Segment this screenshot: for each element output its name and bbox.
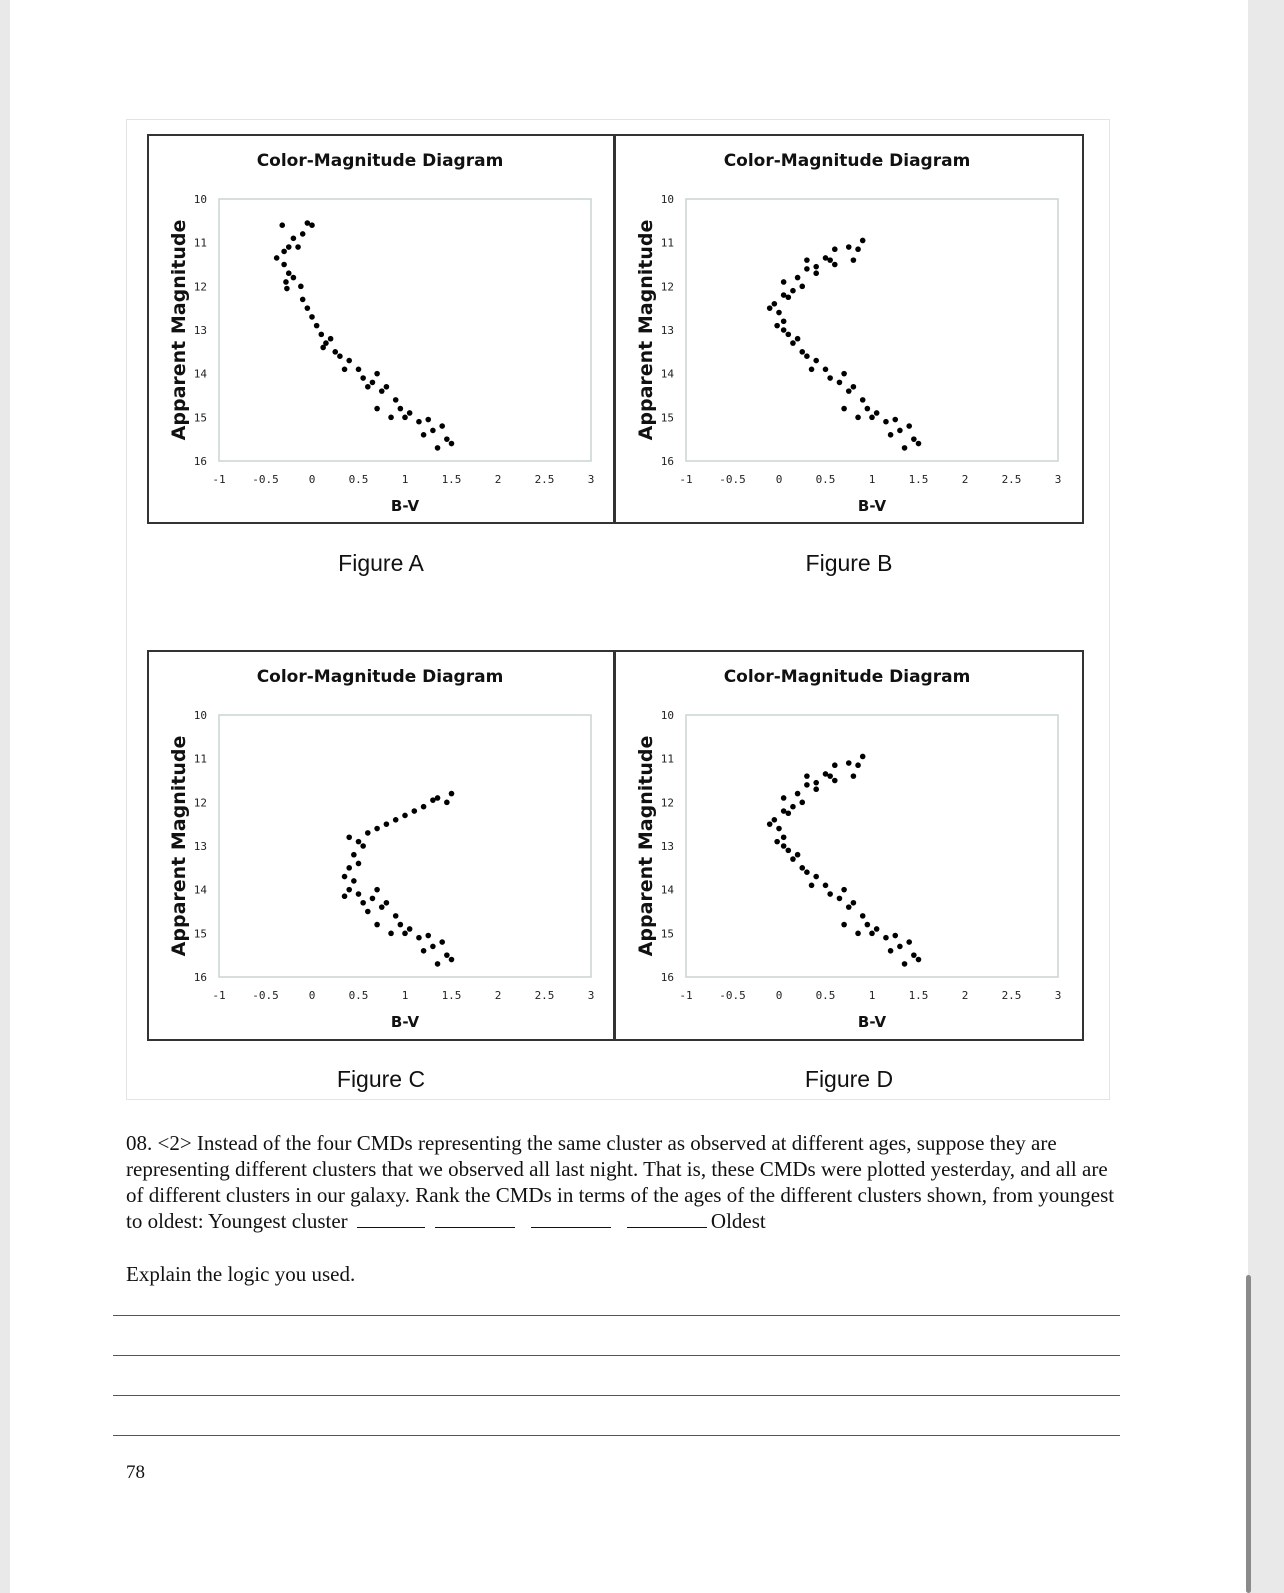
- data-point: [860, 754, 866, 760]
- data-point: [412, 808, 418, 814]
- y-tick-label: 14: [193, 883, 207, 897]
- data-point: [384, 900, 390, 906]
- data-point: [795, 852, 801, 858]
- x-tick-label: 1.5: [908, 989, 929, 1002]
- data-point: [379, 388, 385, 394]
- data-point: [813, 780, 819, 786]
- data-point: [804, 773, 810, 779]
- data-point: [402, 931, 408, 937]
- data-point: [869, 415, 875, 421]
- y-tick-label: 11: [193, 752, 207, 766]
- data-point: [813, 874, 819, 880]
- data-point: [827, 375, 833, 381]
- data-point: [855, 931, 861, 937]
- chart-svg: [616, 652, 1082, 1039]
- data-point: [799, 349, 805, 355]
- data-point: [841, 406, 847, 412]
- x-tick-label: -0.5: [719, 989, 746, 1002]
- y-axis-label: Apparent Magnitude: [635, 219, 657, 441]
- data-point: [846, 244, 852, 250]
- data-point: [421, 432, 427, 438]
- x-axis-label: B-V: [857, 497, 887, 515]
- x-tick-label: 1.5: [441, 989, 462, 1002]
- data-point: [772, 301, 778, 307]
- data-point: [356, 839, 362, 845]
- data-point: [832, 762, 838, 768]
- data-point: [281, 262, 287, 268]
- y-axis-label: Apparent Magnitude: [168, 735, 190, 957]
- data-point: [897, 944, 903, 950]
- x-axis-label: B-V: [857, 1013, 887, 1031]
- data-point: [421, 948, 427, 954]
- data-point: [342, 893, 348, 899]
- data-point: [435, 445, 441, 451]
- data-point: [799, 800, 805, 806]
- data-point: [781, 327, 787, 333]
- x-tick-label: 2.5: [1001, 473, 1022, 486]
- answer-line-3[interactable]: [113, 1395, 1120, 1396]
- y-axis-label: Apparent Magnitude: [635, 735, 657, 957]
- data-point: [795, 336, 801, 342]
- chart-title: Color-Magnitude Diagram: [723, 151, 971, 171]
- data-point: [827, 773, 833, 779]
- data-point: [279, 222, 285, 228]
- data-point: [804, 257, 810, 263]
- data-point: [342, 874, 348, 880]
- data-point: [388, 415, 394, 421]
- data-point: [804, 782, 810, 788]
- y-tick-label: 14: [193, 367, 207, 381]
- data-point: [374, 406, 380, 412]
- data-point: [809, 883, 815, 889]
- data-point: [337, 353, 343, 359]
- data-point: [832, 246, 838, 252]
- answer-line-2[interactable]: [113, 1355, 1120, 1356]
- cmd-chart-d: [614, 650, 1084, 1041]
- chart-svg: [616, 136, 1082, 522]
- data-point: [444, 800, 450, 806]
- data-point: [776, 826, 782, 832]
- data-point: [407, 410, 413, 416]
- data-point: [837, 380, 843, 386]
- data-point: [346, 358, 352, 364]
- data-point: [790, 804, 796, 810]
- data-point: [281, 249, 287, 255]
- data-point: [892, 933, 898, 939]
- data-point: [874, 926, 880, 932]
- y-tick-label: 10: [660, 193, 674, 206]
- data-point: [774, 323, 780, 329]
- data-point: [888, 948, 894, 954]
- x-tick-label: 0: [775, 989, 783, 1002]
- oldest-label: Oldest: [710, 1209, 766, 1233]
- y-tick-label: 10: [193, 193, 207, 206]
- data-point: [370, 380, 376, 386]
- question-text: 08. <2> Instead of the four CMDs representing the same cluster as observed at different ages, suppose they are representing different clusters that we observed all last night. That is, these CMDs were plotted yesterday, and all are of different clusters in our galaxy. Rank the CMDs in terms of the ages of the different clusters shown, from youngest to oldest: Youngest cluster: [126, 1131, 1115, 1233]
- x-tick-label: 2.5: [534, 473, 555, 486]
- data-point: [398, 406, 404, 412]
- data-point: [851, 384, 857, 390]
- data-point: [314, 323, 320, 329]
- x-tick-label: 0: [308, 989, 316, 1002]
- x-tick-label: -1: [679, 989, 693, 1002]
- x-axis-label: B-V: [390, 1013, 420, 1031]
- data-point: [384, 821, 390, 827]
- data-point: [781, 808, 787, 814]
- y-tick-label: 11: [660, 236, 674, 250]
- data-point: [284, 286, 290, 292]
- data-point: [795, 275, 801, 281]
- data-point: [776, 310, 782, 316]
- data-point: [309, 222, 315, 228]
- y-tick-label: 14: [660, 883, 674, 897]
- cmd-chart-c: [147, 650, 615, 1041]
- data-point: [300, 297, 306, 303]
- data-point: [370, 896, 376, 902]
- data-point: [883, 935, 889, 941]
- data-point: [781, 279, 787, 285]
- data-point: [374, 887, 380, 893]
- x-tick-label: 0.5: [815, 989, 836, 1002]
- data-point: [328, 336, 334, 342]
- rank-blank-4[interactable]: [627, 1209, 707, 1228]
- x-tick-label: 1: [401, 989, 409, 1002]
- data-point: [841, 922, 847, 928]
- data-point: [416, 935, 422, 941]
- y-tick-label: 16: [193, 971, 207, 984]
- data-point: [449, 441, 455, 447]
- data-point: [379, 904, 385, 910]
- data-point: [439, 423, 445, 429]
- data-point: [346, 834, 352, 840]
- y-tick-label: 13: [660, 840, 674, 853]
- data-point: [799, 284, 805, 290]
- chart-title: Color-Magnitude Diagram: [256, 151, 504, 171]
- data-point: [874, 410, 880, 416]
- data-point: [883, 419, 889, 425]
- x-tick-label: 0: [775, 473, 783, 486]
- data-point: [911, 436, 917, 442]
- data-point: [430, 797, 436, 803]
- data-point: [449, 791, 455, 797]
- data-point: [365, 830, 371, 836]
- data-point: [444, 952, 450, 958]
- data-point: [860, 397, 866, 403]
- y-tick-label: 12: [660, 796, 674, 810]
- data-point: [374, 371, 380, 377]
- question-08: [126, 1130, 1116, 1234]
- data-point: [837, 896, 843, 902]
- data-point: [305, 305, 311, 311]
- data-point: [374, 826, 380, 832]
- data-point: [342, 367, 348, 373]
- rank-blank-3[interactable]: [531, 1209, 611, 1228]
- data-point: [393, 817, 399, 823]
- answer-line-1[interactable]: [113, 1315, 1120, 1316]
- x-axis-label: B-V: [390, 497, 420, 515]
- data-point: [781, 795, 787, 801]
- data-point: [906, 423, 912, 429]
- data-point: [319, 332, 325, 338]
- x-tick-label: -0.5: [719, 473, 746, 486]
- data-point: [416, 419, 422, 425]
- x-tick-label: 1: [868, 473, 876, 486]
- data-point: [865, 922, 871, 928]
- data-point: [346, 865, 352, 871]
- data-point: [827, 891, 833, 897]
- data-point: [356, 861, 362, 867]
- y-tick-label: 15: [193, 927, 207, 941]
- data-point: [374, 922, 380, 928]
- chart-title: Color-Magnitude Diagram: [723, 667, 971, 687]
- x-tick-label: 3: [587, 989, 595, 1002]
- data-point: [398, 922, 404, 928]
- rank-blank-2[interactable]: [435, 1209, 515, 1228]
- x-tick-label: 2: [961, 989, 969, 1002]
- data-point: [425, 417, 431, 423]
- data-point: [902, 445, 908, 451]
- data-point: [360, 900, 366, 906]
- data-point: [865, 406, 871, 412]
- data-point: [283, 279, 289, 285]
- data-point: [286, 244, 292, 250]
- data-point: [439, 939, 445, 945]
- x-tick-label: 2.5: [1001, 989, 1022, 1002]
- y-tick-label: 12: [660, 280, 674, 294]
- data-point: [435, 961, 441, 967]
- data-point: [804, 266, 810, 272]
- data-point: [449, 957, 455, 963]
- data-point: [291, 275, 297, 281]
- data-point: [851, 900, 857, 906]
- figure-d-label: Figure D: [804, 1066, 894, 1092]
- cmd-chart-a: [147, 134, 615, 524]
- x-tick-label: -1: [212, 473, 226, 486]
- data-point: [855, 246, 861, 252]
- y-tick-label: 15: [193, 411, 207, 425]
- y-tick-label: 12: [193, 280, 207, 294]
- data-point: [286, 270, 292, 276]
- data-point: [813, 358, 819, 364]
- data-point: [444, 436, 450, 442]
- data-point: [430, 428, 436, 434]
- x-tick-label: 1.5: [441, 473, 462, 486]
- x-tick-label: -0.5: [252, 473, 279, 486]
- data-point: [781, 292, 787, 298]
- x-tick-label: 0.5: [815, 473, 836, 486]
- x-tick-label: -0.5: [252, 989, 279, 1002]
- y-tick-label: 13: [660, 324, 674, 337]
- data-point: [332, 349, 338, 355]
- data-point: [846, 388, 852, 394]
- data-point: [781, 843, 787, 849]
- data-point: [430, 944, 436, 950]
- data-point: [813, 264, 819, 270]
- data-point: [393, 913, 399, 919]
- x-tick-label: 3: [1054, 989, 1062, 1002]
- y-tick-label: 16: [193, 455, 207, 468]
- x-tick-label: 0.5: [348, 989, 369, 1002]
- y-tick-label: 13: [193, 840, 207, 853]
- data-point: [799, 865, 805, 871]
- data-point: [892, 417, 898, 423]
- data-point: [300, 231, 306, 237]
- chart-svg: [149, 652, 613, 1039]
- data-point: [809, 367, 815, 373]
- x-tick-label: 1: [868, 989, 876, 1002]
- data-point: [855, 415, 861, 421]
- x-tick-label: -1: [212, 989, 226, 1002]
- data-point: [407, 926, 413, 932]
- data-point: [365, 384, 371, 390]
- data-point: [916, 957, 922, 963]
- data-point: [790, 856, 796, 862]
- answer-line-4[interactable]: [113, 1435, 1120, 1436]
- data-point: [767, 305, 773, 311]
- x-tick-label: 0: [308, 473, 316, 486]
- data-point: [841, 887, 847, 893]
- data-point: [365, 909, 371, 915]
- data-point: [855, 762, 861, 768]
- figure-a-label: Figure A: [338, 550, 424, 576]
- y-tick-label: 12: [193, 796, 207, 810]
- data-point: [897, 428, 903, 434]
- data-point: [911, 952, 917, 958]
- data-point: [786, 848, 792, 854]
- data-point: [393, 397, 399, 403]
- data-point: [790, 340, 796, 346]
- data-point: [309, 314, 315, 320]
- data-point: [906, 939, 912, 945]
- data-point: [916, 441, 922, 447]
- x-tick-label: 1.5: [908, 473, 929, 486]
- data-point: [360, 843, 366, 849]
- data-point: [813, 786, 819, 792]
- plot-area: [219, 715, 591, 977]
- data-point: [823, 883, 829, 889]
- data-point: [320, 345, 326, 351]
- figure-c-label: Figure C: [336, 1066, 426, 1092]
- data-point: [804, 353, 810, 359]
- data-point: [902, 961, 908, 967]
- x-tick-label: 1: [401, 473, 409, 486]
- data-point: [351, 878, 357, 884]
- data-point: [860, 238, 866, 244]
- figure-b-label: Figure B: [805, 550, 893, 576]
- data-point: [832, 262, 838, 268]
- y-tick-label: 13: [193, 324, 207, 337]
- y-tick-label: 15: [660, 927, 674, 941]
- y-tick-label: 11: [660, 752, 674, 766]
- plot-area: [686, 715, 1058, 977]
- y-axis-label: Apparent Magnitude: [168, 219, 190, 441]
- data-point: [827, 257, 833, 263]
- data-point: [860, 913, 866, 919]
- x-tick-label: 2: [494, 473, 502, 486]
- data-point: [402, 415, 408, 421]
- y-tick-label: 16: [660, 971, 674, 984]
- data-point: [781, 318, 787, 324]
- vertical-scrollbar[interactable]: [1246, 1275, 1251, 1593]
- y-tick-label: 11: [193, 236, 207, 250]
- x-tick-label: 3: [587, 473, 595, 486]
- data-point: [360, 375, 366, 381]
- data-point: [804, 869, 810, 875]
- data-point: [888, 432, 894, 438]
- plot-area: [686, 199, 1058, 461]
- cmd-chart-b: [614, 134, 1084, 524]
- data-point: [851, 257, 857, 263]
- y-tick-label: 10: [193, 709, 207, 722]
- data-point: [351, 852, 357, 858]
- data-point: [823, 367, 829, 373]
- y-tick-label: 15: [660, 411, 674, 425]
- chart-svg: [149, 136, 613, 522]
- y-tick-label: 14: [660, 367, 674, 381]
- y-tick-label: 10: [660, 709, 674, 722]
- data-point: [291, 236, 297, 242]
- data-point: [388, 931, 394, 937]
- data-point: [274, 255, 280, 261]
- data-point: [846, 904, 852, 910]
- data-point: [384, 384, 390, 390]
- data-point: [402, 813, 408, 819]
- x-tick-label: 3: [1054, 473, 1062, 486]
- data-point: [356, 891, 362, 897]
- x-tick-label: 0.5: [348, 473, 369, 486]
- data-point: [774, 839, 780, 845]
- data-point: [786, 332, 792, 338]
- data-point: [421, 804, 427, 810]
- data-point: [869, 931, 875, 937]
- y-tick-label: 16: [660, 455, 674, 468]
- data-point: [356, 367, 362, 373]
- data-point: [298, 284, 304, 290]
- plot-area: [219, 199, 591, 461]
- chart-title: Color-Magnitude Diagram: [256, 667, 504, 687]
- x-tick-label: 2: [494, 989, 502, 1002]
- data-point: [781, 834, 787, 840]
- data-point: [790, 288, 796, 294]
- x-tick-label: 2: [961, 473, 969, 486]
- page-number: 78: [126, 1462, 145, 1483]
- data-point: [795, 791, 801, 797]
- explain-prompt: Explain the logic you used.: [126, 1262, 356, 1286]
- data-point: [772, 817, 778, 823]
- x-tick-label: -1: [679, 473, 693, 486]
- data-point: [295, 244, 301, 250]
- data-point: [846, 760, 852, 766]
- data-point: [346, 887, 352, 893]
- data-point: [851, 773, 857, 779]
- data-point: [425, 933, 431, 939]
- data-point: [841, 371, 847, 377]
- data-point: [767, 821, 773, 827]
- rank-blank-1[interactable]: [357, 1209, 425, 1228]
- data-point: [832, 778, 838, 784]
- x-tick-label: 2.5: [534, 989, 555, 1002]
- data-point: [813, 270, 819, 276]
